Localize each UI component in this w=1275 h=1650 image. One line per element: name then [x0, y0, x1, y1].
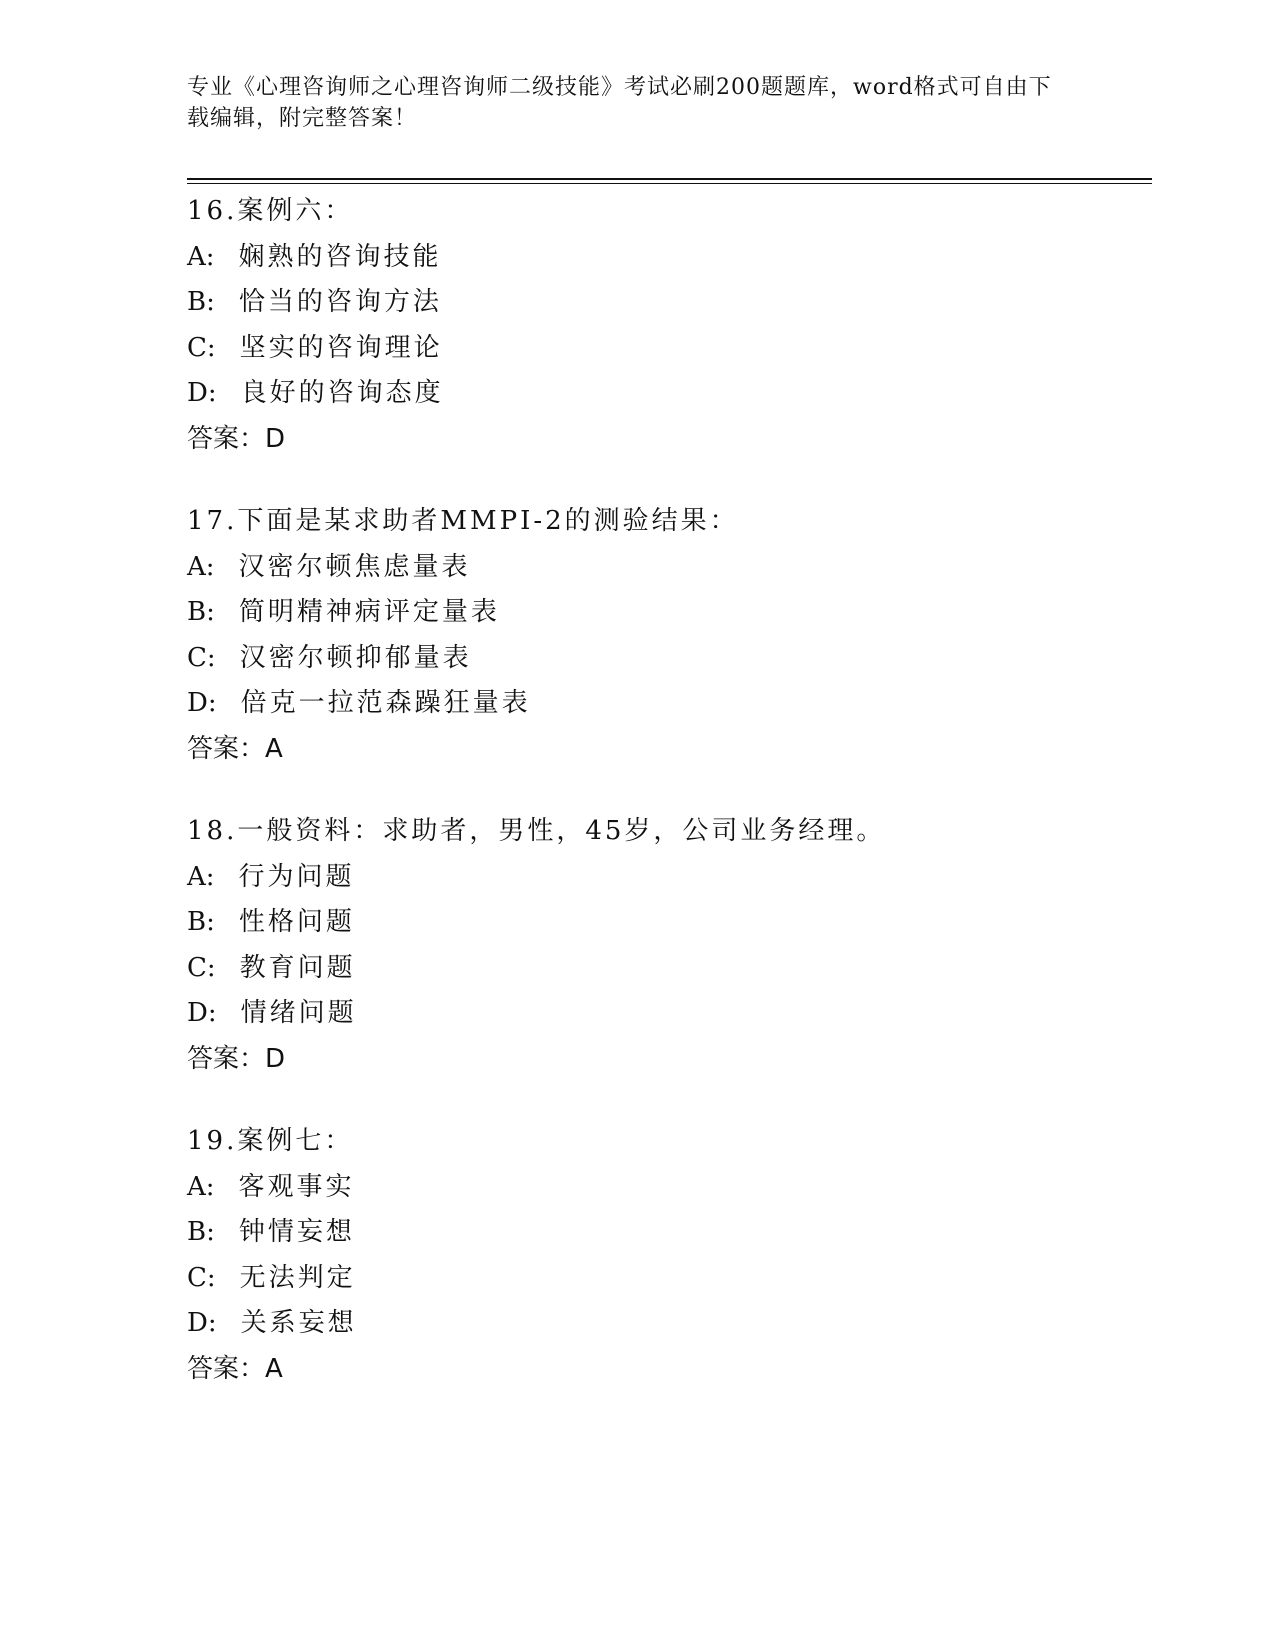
- question-16: [187, 189, 1137, 462]
- option-letter: A:: [187, 551, 215, 582]
- option-a: [187, 855, 1137, 901]
- document-intro: 专业《心理咨询师之心理咨询师二级技能》考试必刷200题题库，word格式可自由下载编辑，附完整答案！: [187, 75, 1052, 131]
- option-b: [187, 280, 1137, 326]
- question-title: 19.案例七：: [187, 1126, 354, 1156]
- answer-line: 答案：A: [187, 733, 283, 764]
- option-c: [187, 326, 1137, 372]
- option-letter: D:: [187, 688, 217, 718]
- option-b: [187, 900, 1137, 946]
- option-letter: D:: [187, 998, 217, 1028]
- question-19: [187, 1119, 1137, 1392]
- header-rule-thick: [187, 178, 1152, 180]
- option-c: [187, 946, 1137, 992]
- option-text: 教育问题: [239, 952, 356, 983]
- option-letter: C:: [187, 332, 216, 363]
- option-text: 无法判定: [239, 1262, 356, 1293]
- option-text: 倍克一拉范森躁狂量表: [240, 688, 531, 718]
- question-title: 17.下面是某求助者MMPI-2的测验结果：: [187, 506, 739, 536]
- option-text: 良好的咨询态度: [240, 378, 444, 408]
- option-letter: A:: [187, 861, 215, 892]
- option-letter: C:: [187, 1262, 216, 1293]
- option-text: 汉密尔顿抑郁量表: [239, 642, 472, 673]
- option-letter: D:: [187, 378, 217, 408]
- option-d: [187, 371, 1137, 417]
- option-b: [187, 1210, 1137, 1256]
- option-text: 行为问题: [238, 861, 355, 892]
- answer-line: 答案：D: [187, 423, 286, 454]
- option-letter: B:: [187, 907, 215, 937]
- option-text: 汉密尔顿焦虑量表: [238, 551, 471, 582]
- question-title: 18.一般资料：求助者，男性，45岁，公司业务经理。: [187, 816, 886, 846]
- option-text: 简明精神病评定量表: [238, 597, 500, 627]
- option-a: [187, 545, 1137, 591]
- option-text: 客观事实: [238, 1171, 355, 1202]
- option-letter: D:: [187, 1308, 217, 1338]
- answer-line: 答案：A: [187, 1353, 283, 1384]
- option-letter: B:: [187, 1217, 215, 1247]
- question-17: [187, 499, 1137, 772]
- option-text: 情绪问题: [240, 998, 357, 1028]
- option-d: [187, 1301, 1137, 1347]
- option-d: [187, 991, 1137, 1037]
- option-a: [187, 1165, 1137, 1211]
- option-d: [187, 681, 1137, 727]
- option-c: [187, 1256, 1137, 1302]
- option-text: 坚实的咨询理论: [239, 332, 443, 363]
- option-letter: B:: [187, 287, 215, 317]
- option-letter: B:: [187, 597, 215, 627]
- question-title: 16.案例六：: [187, 196, 354, 226]
- option-text: 关系妄想: [240, 1308, 357, 1338]
- option-text: 娴熟的咨询技能: [238, 241, 442, 272]
- answer-line: 答案：D: [187, 1043, 286, 1074]
- option-letter: C:: [187, 952, 216, 983]
- option-letter: A:: [187, 1171, 215, 1202]
- question-18: [187, 809, 1137, 1082]
- option-text: 钟情妄想: [238, 1217, 355, 1247]
- option-text: 性格问题: [238, 907, 355, 937]
- header-rule-thin: [187, 183, 1152, 184]
- option-b: [187, 590, 1137, 636]
- option-letter: C:: [187, 642, 216, 673]
- option-c: [187, 636, 1137, 682]
- option-a: [187, 235, 1137, 281]
- question-list: [187, 189, 1137, 1429]
- option-text: 恰当的咨询方法: [238, 287, 442, 317]
- option-letter: A:: [187, 241, 215, 272]
